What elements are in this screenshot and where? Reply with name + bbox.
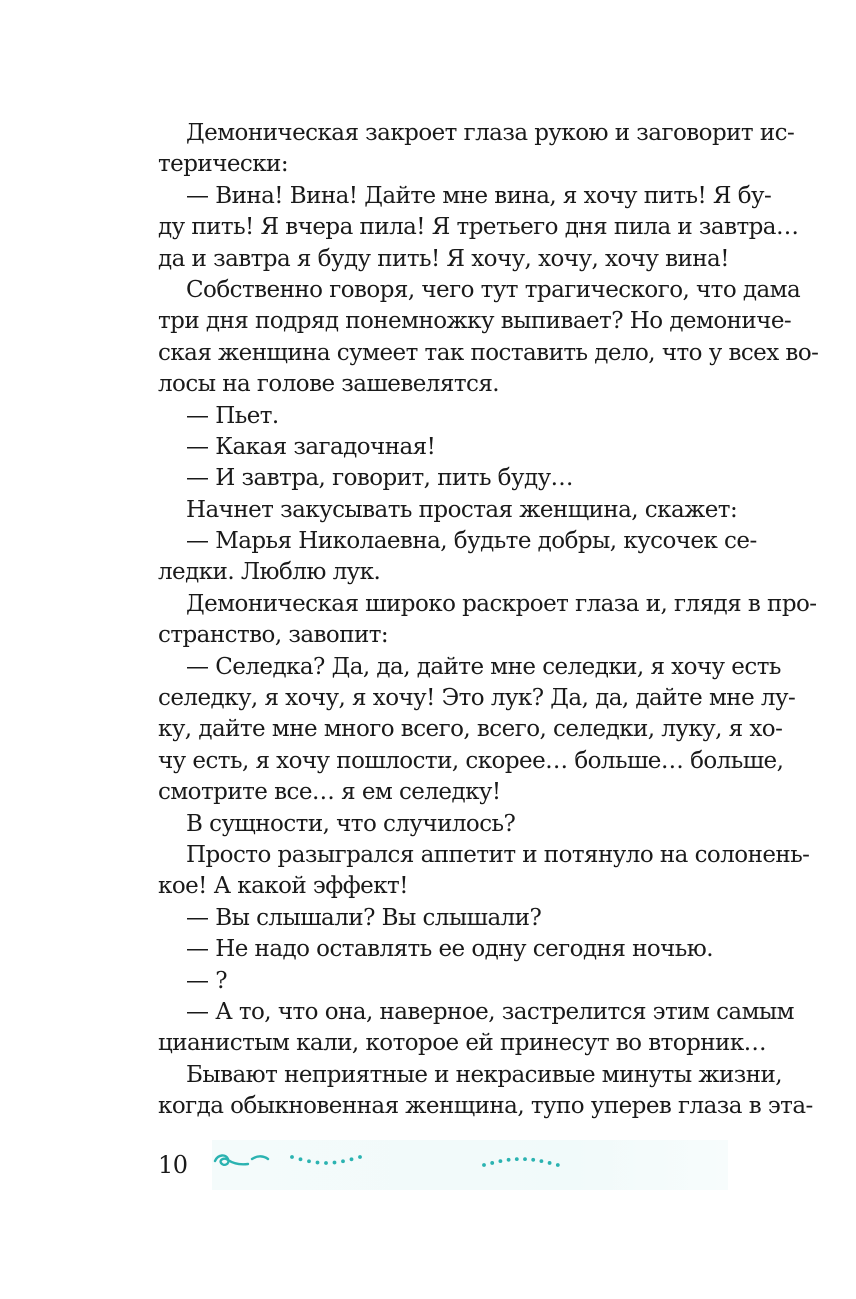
ornament-dot (333, 1161, 337, 1165)
text-line: Собственно говоря, чего тут трагического, что дама (186, 276, 801, 303)
text-line: ду пить! Я вчера пила! Я третьего дня пила и завтра… (158, 214, 799, 241)
text-line: чу есть, я хочу пошлости, скорее… больше… больше, (158, 747, 784, 774)
ornament-dot (499, 1159, 503, 1163)
text-line: Демоническая широко раскроет глаза и, глядя в про- (186, 590, 817, 617)
text-line: — ? (186, 967, 227, 994)
text-line: ку, дайте мне много всего, всего, селедки, луку, я хо- (158, 716, 783, 743)
text-line: терически: (158, 151, 289, 178)
text-line: — Вы слышали? Вы слышали? (186, 904, 542, 931)
ornament-dot (531, 1158, 535, 1162)
text-line: ледки. Люблю лук. (158, 559, 381, 586)
text-line: Начнет закусывать простая женщина, скажет: (186, 496, 738, 523)
text-line: Бывают неприятные и некрасивые минуты жизни, (186, 1061, 783, 1088)
ornament-dot (299, 1157, 303, 1161)
ornament-dot (548, 1161, 552, 1165)
page-text (158, 118, 819, 1123)
wave-flourish (215, 1155, 248, 1164)
ornament-dot (307, 1159, 311, 1163)
text-line: Демоническая закроет глаза рукою и заговорит ис- (186, 120, 795, 146)
ornament-dot (507, 1158, 511, 1162)
text-line: кое! А какой эффект! (158, 873, 408, 900)
text-line: Просто разыгрался аппетит и потянуло на солонень- (186, 841, 810, 868)
wave-dots-ornament-icon (212, 1140, 572, 1190)
ornament-dot (490, 1161, 494, 1165)
text-line: — А то, что она, наверное, застрелится этим самым (186, 998, 794, 1025)
text-line: — Не надо оставлять ее одну сегодня ночью. (186, 936, 714, 963)
text-line: селедку, я хочу, я хочу! Это лук? Да, да, дайте мне лу- (158, 685, 796, 712)
ornament-dot (515, 1157, 519, 1161)
page-footer (158, 1140, 728, 1190)
text-line: когда обыкновенная женщина, тупо уперев глаза в эта- (158, 1093, 813, 1120)
text-line: смотрите все… я ем селедку! (158, 779, 501, 806)
text-line: В сущности, что случилось? (186, 810, 516, 837)
text-line: — Какая загадочная! (186, 433, 436, 460)
text-line: — И завтра, говорит, пить буду… (186, 465, 574, 492)
text-line: ская женщина сумеет так поставить дело, что у всех во- (158, 339, 819, 366)
text-line: лосы на голове зашевелятся. (158, 371, 500, 398)
text-line: — Пьет. (186, 402, 279, 429)
text-line: — Марья Николаевна, будьте добры, кусочек се- (186, 528, 757, 555)
wave-tail (252, 1156, 268, 1159)
ornament-dot (341, 1159, 345, 1163)
ornament-dot (358, 1155, 362, 1159)
ornament-dot (350, 1157, 354, 1161)
text-line: да и завтра я буду пить! Я хочу, хочу, хочу вина! (158, 245, 729, 272)
ornament-dot (316, 1161, 320, 1165)
text-line: три дня подряд понемножку выпивает? Но демониче- (158, 308, 792, 335)
text-line: странство, завопит: (158, 622, 389, 649)
ornament-dot (540, 1159, 544, 1163)
ornament-dot (482, 1163, 486, 1167)
ornament-dot (290, 1155, 294, 1159)
ornament-dot (324, 1161, 328, 1165)
text-line: — Вина! Вина! Дайте мне вина, я хочу пить! Я бу- (186, 182, 772, 209)
text-line: — Селедка? Да, да, дайте мне селедки, я хочу есть (186, 653, 781, 680)
ornament-dot (556, 1163, 560, 1167)
ornament-dot (523, 1157, 527, 1161)
text-line: цианистым кали, которое ей принесут во вторник… (158, 1030, 767, 1057)
page-number: 10 (158, 1151, 188, 1179)
